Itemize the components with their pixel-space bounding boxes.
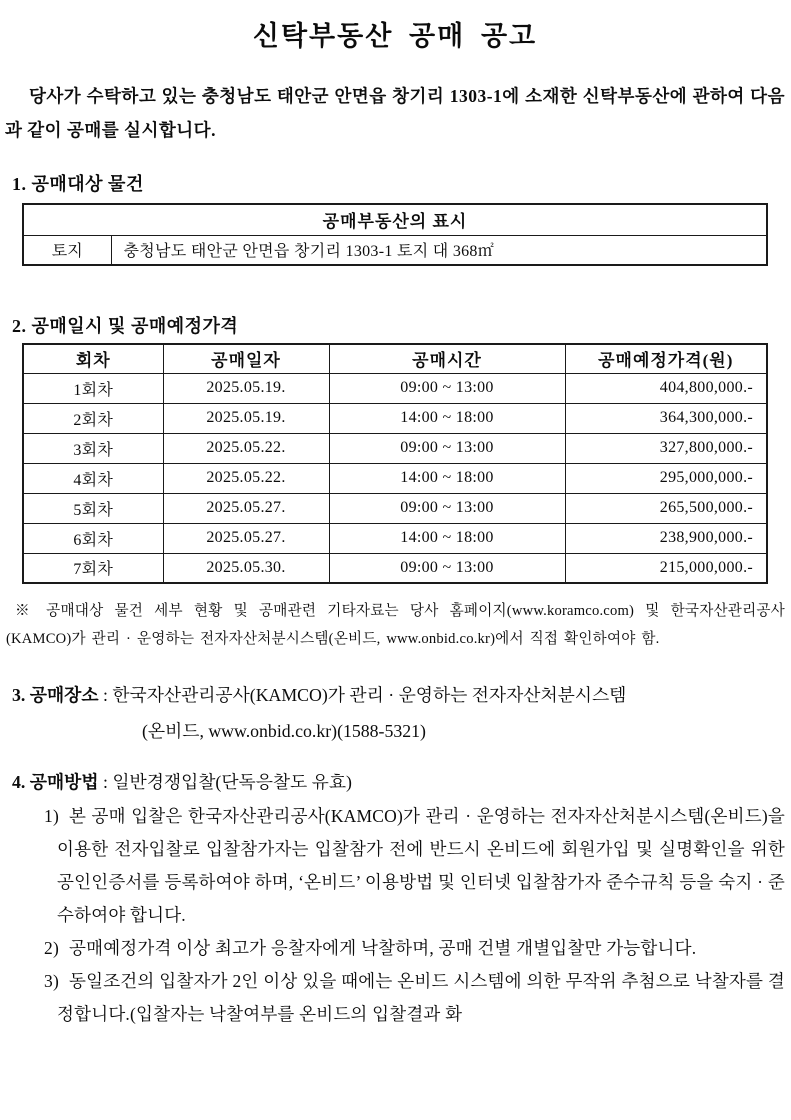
table-row — [23, 433, 767, 463]
date-cell: 2025.05.22. — [163, 463, 329, 493]
section3-line1 — [12, 677, 785, 713]
intro-paragraph: 당사가 수탁하고 있는 충청남도 태안군 안면읍 창기리 1303-1에 소재한 신탁부동산에 관하여 다음과 같이 공매를 실시합니다. — [5, 86, 785, 140]
footnote-paragraph: ※ 공매대상 물건 세부 현황 및 공매관련 기타자료는 당사 홈페이지(www.koramco.com) 및 한국자산관리공사(KAMCO)가 관리 · 운영하는 전자자산처분시스템(온비드, www.onbid.co.kr)에서 직접 확인하여야 함. — [6, 603, 785, 647]
table-row — [23, 463, 767, 493]
col-round: 회차 — [23, 344, 163, 373]
price-cell: 265,500,000.- — [565, 493, 767, 523]
list-item-number: 1) — [44, 806, 59, 826]
table-header-row — [23, 344, 767, 373]
round-cell: 6회차 — [23, 523, 163, 553]
property-table — [22, 203, 768, 266]
round-cell: 1회차 — [23, 373, 163, 403]
round-cell: 4회차 — [23, 463, 163, 493]
time-cell: 09:00 ~ 13:00 — [329, 553, 565, 583]
price-cell: 404,800,000.- — [565, 373, 767, 403]
section4-number: 4. — [12, 772, 26, 792]
price-cell: 295,000,000.- — [565, 463, 767, 493]
section2-heading: 2. 공매일시 및 공매예정가격 — [12, 316, 239, 336]
col-date: 공매일자 — [163, 344, 329, 373]
property-table-header: 공매부동산의 표시 — [23, 204, 767, 235]
date-cell: 2025.05.22. — [163, 433, 329, 463]
list-item-number: 3) — [44, 971, 59, 991]
price-cell: 238,900,000.- — [565, 523, 767, 553]
date-cell: 2025.05.19. — [163, 403, 329, 433]
time-cell: 14:00 ~ 18:00 — [329, 463, 565, 493]
list-item-text: 동일조건의 입찰자가 2인 이상 있을 때에는 온비드 시스템에 의한 무작위 추첨으로 낙찰자를 결정합니다.(입찰자는 낙찰여부를 온비드의 입찰결과 화 — [57, 971, 785, 1024]
list-item-text: 공매예정가격 이상 최고가 응찰자에게 낙찰하며, 공매 건별 개별입찰만 가능합니다. — [68, 938, 697, 958]
table-header-row — [23, 204, 767, 235]
time-cell: 14:00 ~ 18:00 — [329, 403, 565, 433]
round-cell: 7회차 — [23, 553, 163, 583]
time-cell: 09:00 ~ 13:00 — [329, 373, 565, 403]
date-cell: 2025.05.27. — [163, 493, 329, 523]
section4 — [12, 765, 785, 1031]
date-cell: 2025.05.19. — [163, 373, 329, 403]
section3-label: 공매장소 — [29, 685, 99, 705]
time-cell: 14:00 ~ 18:00 — [329, 523, 565, 553]
section3-number: 3. — [12, 685, 26, 705]
table-row — [23, 403, 767, 433]
section3-separator: : — [98, 685, 113, 705]
price-cell: 215,000,000.- — [565, 553, 767, 583]
property-desc-cell: 충청남도 태안군 안면읍 창기리 1303-1 토지 대 368㎡ — [111, 235, 767, 265]
section3-line2: (온비드, www.onbid.co.kr)(1588-5321) — [142, 721, 426, 741]
page-title: 신탁부동산 공매 공고 — [252, 21, 538, 51]
list-item — [12, 965, 785, 1031]
price-cell: 364,300,000.- — [565, 403, 767, 433]
section3-text: 한국자산관리공사(KAMCO)가 관리 · 운영하는 전자자산처분시스템 — [112, 685, 627, 705]
section4-heading — [12, 765, 785, 799]
section1-heading: 1. 공매대상 물건 — [12, 174, 144, 194]
section4-value: 일반경쟁입찰(단독응찰도 유효) — [112, 772, 352, 792]
table-row — [23, 523, 767, 553]
time-cell: 09:00 ~ 13:00 — [329, 493, 565, 523]
table-row — [23, 373, 767, 403]
round-cell: 5회차 — [23, 493, 163, 523]
list-item-text: 본 공매 입찰은 한국자산관리공사(KAMCO)가 관리 · 운영하는 전자자산처분시스템(온비드)을 이용한 전자입찰로 입찰참가자는 입찰참가 전에 반드시 온비드에 회원가입 및 실명확인을 위한 공인인증서를 등록하여야 하며, ‘온비드’ 이용방법 및 인터넷 입찰참가자 준수규칙 등을 숙지 · 준수하여야 합니다. — [57, 806, 785, 925]
col-time: 공매시간 — [329, 344, 565, 373]
round-cell: 3회차 — [23, 433, 163, 463]
col-price: 공매예정가격(원) — [565, 344, 767, 373]
date-cell: 2025.05.27. — [163, 523, 329, 553]
list-item — [12, 932, 785, 965]
section4-separator: : — [98, 772, 113, 792]
table-row — [23, 235, 767, 265]
date-cell: 2025.05.30. — [163, 553, 329, 583]
section4-label: 공매방법 — [29, 772, 99, 792]
round-cell: 2회차 — [23, 403, 163, 433]
section4-items — [12, 800, 785, 1031]
section3 — [12, 677, 785, 749]
auction-schedule-table — [22, 343, 768, 584]
table-row — [23, 493, 767, 523]
list-item — [12, 800, 785, 932]
table-row — [23, 553, 767, 583]
time-cell: 09:00 ~ 13:00 — [329, 433, 565, 463]
price-cell: 327,800,000.- — [565, 433, 767, 463]
list-item-number: 2) — [44, 938, 59, 958]
property-type-cell: 토지 — [23, 235, 111, 265]
